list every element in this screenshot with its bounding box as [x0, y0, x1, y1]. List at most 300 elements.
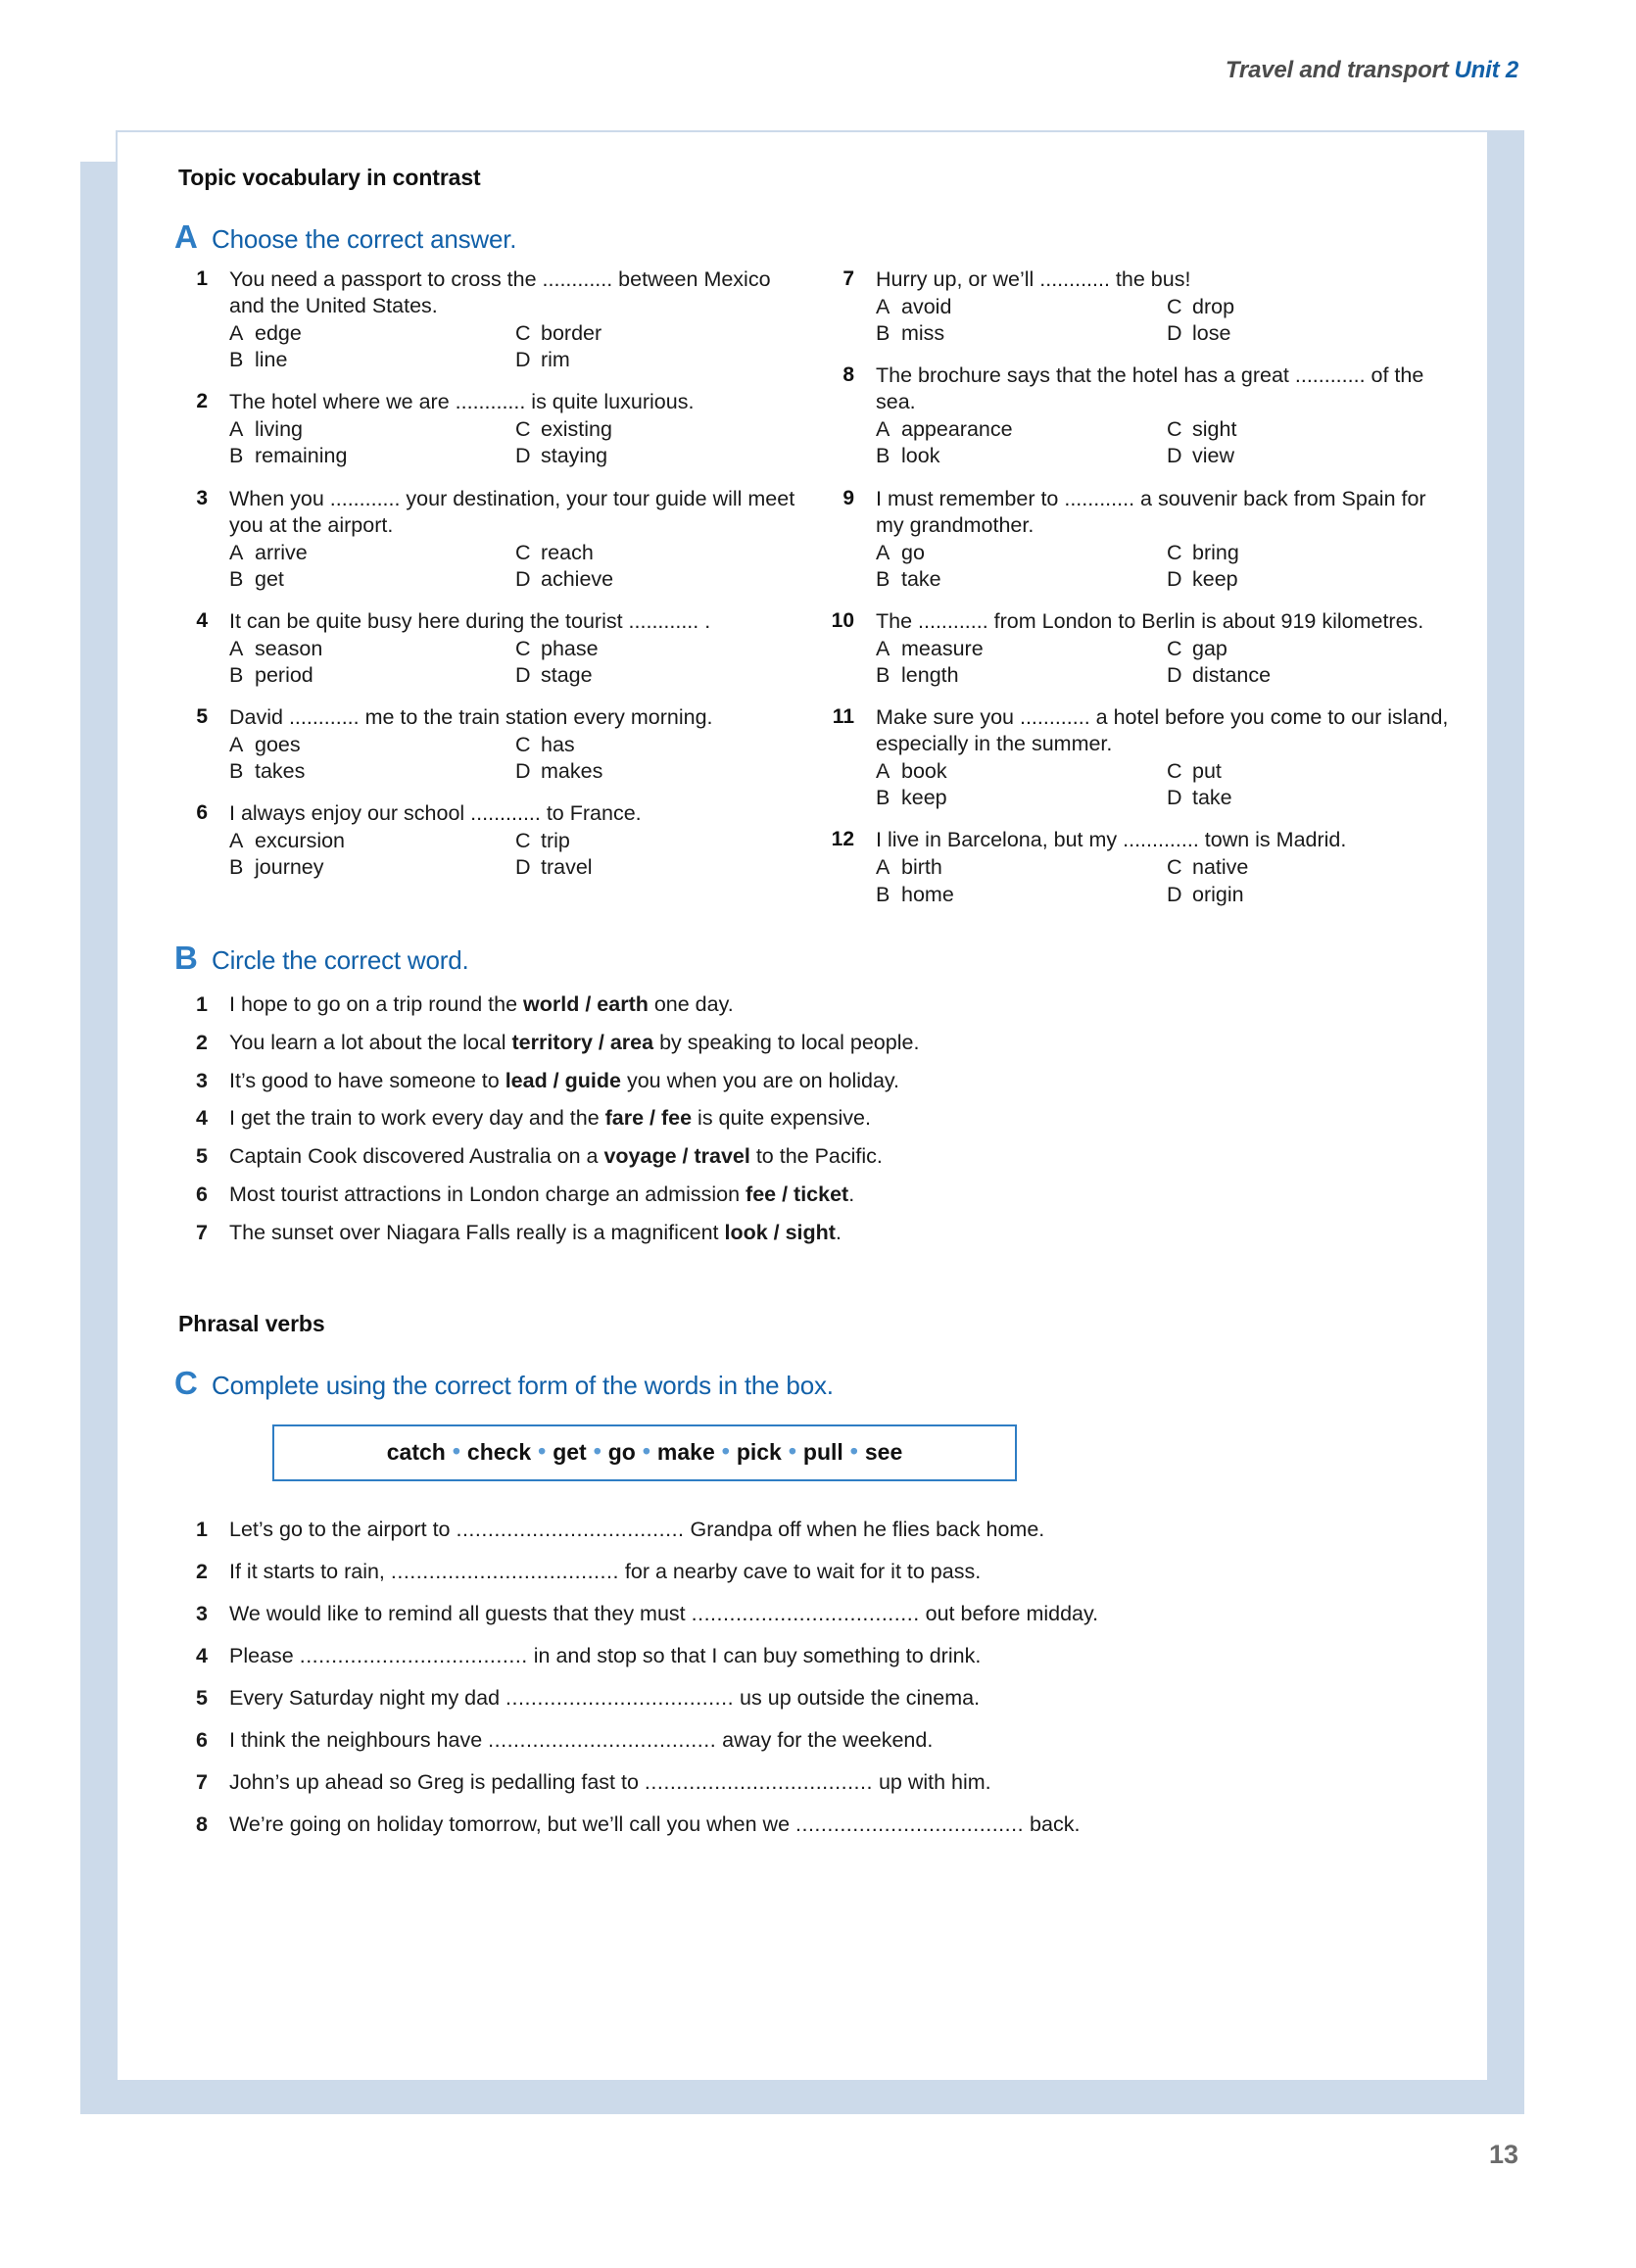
item-number: 8 — [196, 1811, 208, 1836]
mc-question — [174, 608, 801, 689]
option-letter: A — [876, 759, 890, 784]
word-separator-dot: • — [538, 1438, 547, 1465]
mc-option[interactable] — [229, 828, 515, 854]
text-after-choice: . — [848, 1182, 855, 1207]
option-letter: C — [515, 829, 531, 853]
text-before-blank: Please — [229, 1644, 300, 1668]
question-number: 8 — [842, 363, 854, 387]
text-before-choice: You learn a lot about the local — [229, 1030, 512, 1054]
mc-option[interactable] — [1167, 636, 1458, 662]
option-grid — [229, 828, 801, 881]
option-letter: B — [876, 663, 890, 688]
mc-option[interactable] — [876, 785, 1167, 811]
option-letter: A — [229, 829, 244, 853]
option-letter: C — [1167, 855, 1182, 880]
mc-option[interactable] — [515, 566, 801, 593]
mc-option[interactable] — [1167, 540, 1458, 566]
option-text: miss — [901, 321, 945, 346]
option-letter: A — [876, 295, 890, 319]
option-grid — [876, 758, 1458, 811]
item-text — [229, 1811, 1458, 1839]
mc-option[interactable] — [1167, 320, 1458, 347]
mc-option[interactable] — [229, 347, 515, 373]
option-letter: C — [515, 417, 531, 442]
option-letter: C — [515, 733, 531, 757]
mc-option[interactable] — [515, 540, 801, 566]
mc-option[interactable] — [229, 320, 515, 347]
exercise-a-columns — [174, 266, 1458, 924]
option-text: rim — [541, 348, 570, 372]
exercise-a-title: Choose the correct answer. — [212, 224, 517, 254]
running-head-topic: Travel and transport — [1225, 57, 1449, 83]
option-text: appearance — [901, 417, 1013, 442]
word-bank-item[interactable]: check — [466, 1439, 532, 1466]
word-choice-pair[interactable]: lead / guide — [505, 1068, 621, 1092]
question-number: 4 — [196, 608, 208, 632]
question-body — [876, 827, 1458, 907]
option-text: reach — [541, 540, 594, 564]
item-number: 7 — [196, 1769, 208, 1794]
option-text: avoid — [901, 295, 952, 319]
text-after-blank: Grandpa off when he flies back home. — [684, 1518, 1045, 1542]
answer-blank[interactable]: .................................... — [456, 1518, 685, 1542]
option-letter: B — [229, 855, 244, 880]
answer-blank[interactable]: .................................... — [390, 1560, 619, 1584]
question-number: 5 — [196, 705, 208, 729]
option-grid — [229, 732, 801, 785]
circle-word-item — [174, 1105, 1458, 1133]
option-text: has — [541, 733, 575, 757]
word-bank-box — [272, 1424, 1017, 1481]
text-after-blank: out before midday. — [919, 1602, 1099, 1626]
mc-question — [821, 362, 1458, 469]
word-bank-item[interactable]: make — [656, 1439, 715, 1466]
answer-blank[interactable]: .................................... — [795, 1811, 1025, 1836]
text-after-blank: up with him. — [872, 1769, 991, 1794]
word-choice-pair[interactable]: fare / fee — [604, 1106, 693, 1131]
option-text: birth — [901, 855, 942, 880]
text-before-choice: Captain Cook discovered Australia on a — [229, 1144, 604, 1169]
option-letter: C — [1167, 540, 1182, 564]
item-number: 3 — [196, 1602, 208, 1626]
mc-question — [821, 266, 1458, 347]
option-letter: D — [515, 855, 531, 880]
item-text — [229, 1643, 1458, 1670]
option-letter: A — [229, 636, 244, 660]
mc-option[interactable] — [515, 732, 801, 758]
text-before-choice: The sunset over Niagara Falls really is a magnificent — [229, 1221, 725, 1245]
mc-option[interactable] — [1167, 662, 1458, 689]
mc-option[interactable] — [876, 758, 1167, 785]
mc-option[interactable] — [876, 636, 1167, 662]
mc-option[interactable] — [876, 294, 1167, 320]
option-text: takes — [255, 759, 306, 784]
option-grid — [229, 636, 801, 689]
option-letter: C — [515, 636, 531, 660]
option-text: keep — [901, 786, 947, 810]
item-text — [229, 1182, 1458, 1209]
option-letter: D — [1167, 786, 1182, 810]
mc-question — [174, 389, 801, 469]
word-choice-pair[interactable]: voyage / travel — [603, 1144, 750, 1169]
running-head-unit: Unit 2 — [1454, 57, 1518, 83]
topic-vocabulary-heading: Topic vocabulary in contrast — [178, 165, 481, 190]
gap-fill-item — [174, 1559, 1458, 1586]
circle-word-item — [174, 1030, 1458, 1057]
option-letter: B — [876, 566, 890, 591]
option-text: excursion — [255, 829, 346, 853]
word-bank-item[interactable]: pull — [802, 1439, 843, 1466]
item-text — [229, 1517, 1458, 1544]
exercise-b-letter: B — [174, 939, 198, 976]
mc-option[interactable] — [1167, 566, 1458, 593]
question-number: 2 — [196, 390, 208, 413]
mc-option[interactable] — [876, 416, 1167, 443]
mc-option[interactable] — [876, 854, 1167, 881]
question-stem: David ............ me to the train station every morning. — [229, 705, 713, 730]
mc-option[interactable] — [876, 662, 1167, 689]
item-number: 5 — [196, 1144, 208, 1169]
item-number: 4 — [196, 1106, 208, 1131]
word-choice-pair[interactable]: look / sight — [724, 1221, 836, 1245]
answer-blank[interactable]: .................................... — [691, 1602, 920, 1626]
option-text: go — [901, 540, 925, 564]
option-letter: C — [1167, 636, 1182, 660]
question-number: 7 — [842, 267, 854, 290]
item-number: 2 — [196, 1030, 208, 1054]
option-letter: C — [1167, 759, 1182, 784]
question-body — [876, 362, 1458, 469]
option-letter: A — [229, 321, 244, 346]
option-text: remaining — [255, 444, 348, 468]
exercise-a-right-column — [821, 266, 1458, 924]
item-number: 6 — [196, 1727, 208, 1752]
mc-option[interactable] — [1167, 854, 1458, 881]
exercise-b-header — [174, 941, 1458, 974]
mc-option[interactable] — [876, 443, 1167, 469]
option-text: book — [901, 759, 947, 784]
option-text: border — [541, 321, 602, 346]
item-number: 1 — [196, 1518, 208, 1542]
mc-option[interactable] — [876, 566, 1167, 593]
option-letter: B — [229, 444, 244, 468]
option-letter: B — [229, 663, 244, 688]
option-letter: A — [229, 733, 244, 757]
text-after-choice: . — [835, 1221, 842, 1245]
mc-option[interactable] — [1167, 785, 1458, 811]
text-before-choice: It’s good to have someone to — [229, 1068, 505, 1092]
text-before-choice: I hope to go on a trip round the — [229, 991, 524, 1016]
exercise-c-header — [174, 1365, 1458, 1402]
question-body — [876, 608, 1458, 689]
option-letter: D — [515, 663, 531, 688]
option-text: take — [901, 566, 941, 591]
option-letter: C — [515, 540, 531, 564]
answer-blank[interactable]: .................................... — [505, 1685, 735, 1710]
option-letter: C — [515, 321, 531, 346]
word-separator-dot: • — [593, 1438, 601, 1465]
option-letter: D — [515, 566, 531, 591]
item-number: 3 — [196, 1068, 208, 1092]
question-stem: The ............ from London to Berlin is about 919 kilometres. — [876, 608, 1424, 633]
option-text: put — [1192, 759, 1222, 784]
text-after-choice: to the Pacific. — [749, 1144, 883, 1169]
question-stem: You need a passport to cross the ............ between Mexico and the United States. — [229, 267, 771, 318]
option-letter: D — [515, 759, 531, 784]
option-text: drop — [1192, 295, 1235, 319]
option-grid — [229, 320, 801, 373]
option-text: origin — [1192, 882, 1244, 906]
question-stem: Hurry up, or we’ll ............ the bus! — [876, 267, 1191, 291]
mc-option[interactable] — [515, 662, 801, 689]
mc-option[interactable] — [515, 443, 801, 469]
gap-fill-item — [174, 1601, 1458, 1628]
question-number: 3 — [196, 486, 208, 509]
option-letter: D — [515, 348, 531, 372]
option-text: lose — [1192, 321, 1231, 346]
option-letter: B — [876, 321, 890, 346]
question-body — [229, 389, 801, 469]
mc-question — [821, 608, 1458, 689]
text-after-choice: is quite expensive. — [692, 1106, 871, 1131]
mc-option[interactable] — [1167, 882, 1458, 908]
mc-option[interactable] — [876, 540, 1167, 566]
word-bank-item[interactable]: go — [607, 1439, 636, 1466]
item-number: 2 — [196, 1560, 208, 1584]
option-text: home — [901, 882, 954, 906]
question-body — [229, 704, 801, 785]
question-stem: It can be quite busy here during the tourist ............ . — [229, 608, 711, 633]
option-letter: A — [876, 417, 890, 442]
option-letter: B — [876, 882, 890, 906]
mc-option[interactable] — [515, 758, 801, 785]
text-before-blank: We’re going on holiday tomorrow, but we’ll call you when we — [229, 1811, 796, 1836]
question-stem: I always enjoy our school ............ to France. — [229, 801, 642, 826]
item-number: 6 — [196, 1182, 208, 1207]
option-grid — [876, 540, 1458, 593]
mc-option[interactable] — [515, 828, 801, 854]
option-letter: B — [876, 786, 890, 810]
answer-blank[interactable]: .................................... — [644, 1769, 873, 1794]
word-choice-pair[interactable]: fee / ticket — [746, 1182, 849, 1207]
option-letter: A — [876, 540, 890, 564]
page-number: 13 — [1488, 2140, 1518, 2169]
option-text: period — [255, 663, 313, 688]
option-text: season — [255, 636, 323, 660]
circle-word-item — [174, 1068, 1458, 1095]
text-before-blank: I think the neighbours have — [229, 1727, 489, 1752]
word-separator-dot: • — [788, 1438, 796, 1465]
exercise-c-letter: C — [174, 1365, 198, 1402]
question-body — [229, 608, 801, 689]
mc-question — [174, 486, 801, 593]
mc-option[interactable] — [515, 347, 801, 373]
mc-option[interactable] — [229, 758, 515, 785]
answer-blank[interactable]: .................................... — [488, 1727, 717, 1752]
item-number: 4 — [196, 1644, 208, 1668]
option-grid — [876, 854, 1458, 907]
text-before-blank: We would like to remind all guests that they must — [229, 1602, 692, 1626]
word-separator-dot: • — [849, 1438, 858, 1465]
mc-option[interactable] — [515, 854, 801, 881]
option-letter: B — [229, 759, 244, 784]
text-after-choice: by speaking to local people. — [653, 1030, 920, 1054]
mc-option[interactable] — [229, 566, 515, 593]
mc-option[interactable] — [515, 636, 801, 662]
running-head — [1226, 57, 1518, 84]
option-text: look — [901, 444, 940, 468]
option-letter: C — [1167, 295, 1182, 319]
option-letter: A — [229, 417, 244, 442]
option-grid — [229, 416, 801, 469]
answer-blank[interactable]: .................................... — [299, 1644, 528, 1668]
question-stem: I live in Barcelona, but my ............. town is Madrid. — [876, 828, 1347, 852]
question-number: 11 — [832, 705, 854, 729]
mc-option[interactable] — [229, 443, 515, 469]
item-number: 1 — [196, 991, 208, 1016]
item-text — [229, 1030, 1458, 1057]
option-text: keep — [1192, 566, 1238, 591]
word-separator-dot: • — [642, 1438, 650, 1465]
mc-option[interactable] — [229, 732, 515, 758]
mc-question — [174, 266, 801, 373]
question-stem: The brochure says that the hotel has a great ............ of the sea. — [876, 363, 1424, 414]
mc-option[interactable] — [876, 320, 1167, 347]
item-text — [229, 1559, 1458, 1586]
mc-option[interactable] — [229, 636, 515, 662]
word-bank-item[interactable]: see — [864, 1439, 903, 1466]
exercise-c-list — [174, 1517, 1458, 1839]
item-text — [229, 1068, 1458, 1095]
word-bank-item[interactable]: catch — [386, 1439, 446, 1466]
item-text — [229, 1601, 1458, 1628]
option-text: makes — [541, 759, 603, 784]
item-text — [229, 1769, 1458, 1797]
word-bank-item[interactable]: pick — [736, 1439, 782, 1466]
text-after-blank: in and stop so that I can buy something to drink. — [527, 1644, 982, 1668]
item-number: 7 — [196, 1221, 208, 1245]
text-before-blank: If it starts to rain, — [229, 1560, 391, 1584]
option-text: living — [255, 417, 303, 442]
text-after-blank: us up outside the cinema. — [734, 1685, 981, 1710]
gap-fill-item — [174, 1769, 1458, 1797]
mc-option[interactable] — [876, 882, 1167, 908]
mc-option[interactable] — [229, 540, 515, 566]
mc-option[interactable] — [515, 416, 801, 443]
mc-question — [821, 704, 1458, 811]
option-text: staying — [541, 444, 608, 468]
option-letter: D — [1167, 566, 1182, 591]
option-text: journey — [255, 855, 324, 880]
circle-word-item — [174, 1182, 1458, 1209]
option-grid — [876, 636, 1458, 689]
gap-fill-item — [174, 1517, 1458, 1544]
question-body — [876, 266, 1458, 347]
mc-option[interactable] — [229, 416, 515, 443]
mc-option[interactable] — [515, 320, 801, 347]
gap-fill-item — [174, 1811, 1458, 1839]
mc-option[interactable] — [1167, 443, 1458, 469]
option-text: travel — [541, 855, 593, 880]
word-bank-item[interactable]: get — [553, 1439, 587, 1466]
word-choice-pair[interactable]: world / earth — [523, 991, 649, 1016]
text-before-blank: John’s up ahead so Greg is pedalling fast to — [229, 1769, 645, 1794]
mc-option[interactable] — [1167, 416, 1458, 443]
option-letter: B — [229, 566, 244, 591]
mc-option[interactable] — [1167, 294, 1458, 320]
mc-option[interactable] — [1167, 758, 1458, 785]
text-before-choice: I get the train to work every day and the — [229, 1106, 605, 1131]
exercise-b-title: Circle the correct word. — [212, 944, 469, 975]
item-text — [229, 1143, 1458, 1171]
phrasal-verbs-heading: Phrasal verbs — [178, 1311, 325, 1337]
option-grid — [876, 416, 1458, 469]
gap-fill-item — [174, 1685, 1458, 1713]
option-text: stage — [541, 663, 593, 688]
mc-option[interactable] — [229, 662, 515, 689]
question-stem: The hotel where we are ............ is quite luxurious. — [229, 390, 695, 414]
word-separator-dot: • — [721, 1438, 730, 1465]
text-after-blank: for a nearby cave to wait for it to pass. — [618, 1560, 982, 1584]
option-text: get — [255, 566, 284, 591]
text-after-choice: you when you are on holiday. — [620, 1068, 900, 1092]
item-number: 5 — [196, 1685, 208, 1710]
circle-word-item — [174, 1143, 1458, 1171]
option-letter: B — [229, 348, 244, 372]
option-grid — [876, 294, 1458, 347]
question-stem: When you ............ your destination, your tour guide will meet you at the airport. — [229, 486, 795, 537]
question-body — [229, 800, 801, 881]
exercise-a-letter: A — [174, 218, 198, 255]
option-text: sight — [1192, 417, 1237, 442]
word-choice-pair[interactable]: territory / area — [511, 1030, 654, 1054]
option-letter: D — [1167, 321, 1182, 346]
question-number: 9 — [842, 486, 854, 509]
option-text: edge — [255, 321, 302, 346]
option-text: bring — [1192, 540, 1239, 564]
option-letter: C — [1167, 417, 1182, 442]
option-text: phase — [541, 636, 599, 660]
item-text — [229, 991, 1458, 1019]
exercise-a-header — [174, 220, 1458, 253]
option-text: line — [255, 348, 288, 372]
question-number: 6 — [196, 801, 208, 825]
question-body — [229, 266, 801, 373]
exercise-a-left-column — [174, 266, 801, 924]
gap-fill-item — [174, 1643, 1458, 1670]
text-after-choice: one day. — [648, 991, 734, 1016]
option-letter: D — [1167, 882, 1182, 906]
item-text — [229, 1105, 1458, 1133]
option-text: measure — [901, 636, 984, 660]
option-text: arrive — [255, 540, 308, 564]
mc-option[interactable] — [229, 854, 515, 881]
question-body — [229, 486, 801, 593]
option-grid — [229, 540, 801, 593]
mc-question — [174, 800, 801, 881]
option-letter: D — [1167, 444, 1182, 468]
exercise-c-title: Complete using the correct form of the words in the box. — [212, 1371, 834, 1401]
text-after-blank: away for the weekend. — [716, 1727, 934, 1752]
option-text: goes — [255, 733, 301, 757]
text-before-blank: Every Saturday night my dad — [229, 1685, 506, 1710]
item-text — [229, 1727, 1458, 1755]
option-letter: A — [876, 636, 890, 660]
question-number: 10 — [831, 608, 854, 632]
item-text — [229, 1220, 1458, 1247]
circle-word-item — [174, 991, 1458, 1019]
option-text: take — [1192, 786, 1232, 810]
